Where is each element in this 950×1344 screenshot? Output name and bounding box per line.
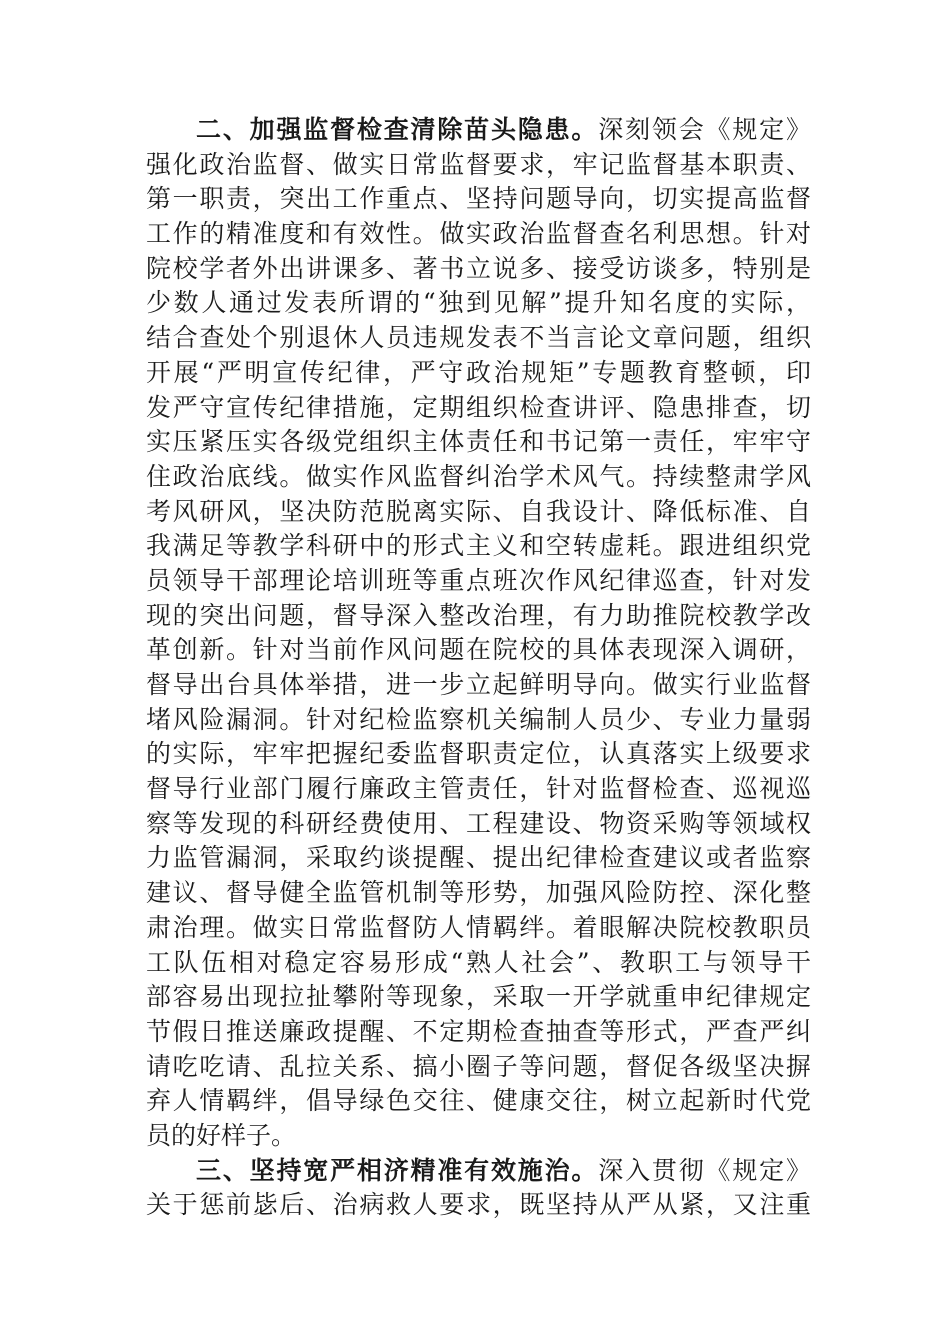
text-line: 堵风险漏洞。针对纪检监察机关编制人员少、专业力量弱 <box>146 704 811 734</box>
text-line: 的实际，牢牢把握纪委监督职责定位，认真落实上级要求 <box>146 739 811 769</box>
text-line: 肃治理。做实日常监督防人情羁绊。着眼解决院校教职员 <box>146 912 811 942</box>
section3-paragraph <box>146 1188 811 1223</box>
text-line: 我满足等教学科研中的形式主义和空转虚耗。跟进组织党 <box>146 531 811 561</box>
text-line: 开展“严明宣传纪律，严守政治规矩”专题教育整顿，印 <box>146 357 811 387</box>
text-line: 察等发现的科研经费使用、工程建设、物资采购等领域权 <box>146 808 811 838</box>
text-line: 院校学者外出讲课多、著书立说多、接受访谈多，特别是 <box>146 253 811 283</box>
section3-first-line <box>146 1154 811 1189</box>
text-line: 部容易出现拉扯攀附等现象，采取一开学就重申纪律规定 <box>146 982 811 1012</box>
text-line: 弃人情羁绊，倡导绿色交往、健康交往，树立起新时代党 <box>146 1086 811 1116</box>
text-line: 建议、督导健全监管机制等形势，加强风险防控、深化整 <box>146 878 811 908</box>
text-line: 结合查处个别退休人员违规发表不当言论文章问题，组织 <box>146 323 811 353</box>
text-line: 考风研风，坚决防范脱离实际、自我设计、降低标准、自 <box>146 496 811 526</box>
text-line: 发严守宣传纪律措施，定期组织检查讲评、隐患排查，切 <box>146 392 811 422</box>
text-line: 现的突出问题，督导深入整改治理，有力助推院校教学改 <box>146 600 811 630</box>
text-line: 员的好样子。 <box>146 1120 297 1150</box>
text-line: 力监管漏洞，采取约谈提醒、提出纪律检查建议或者监察 <box>146 843 811 873</box>
section2-paragraph <box>146 148 811 1154</box>
text-line: 实压紧压实各级党组织主体责任和书记第一责任，牢牢守 <box>146 427 811 457</box>
text-line: 督导行业部门履行廉政主管责任，针对监督检查、巡视巡 <box>146 774 811 804</box>
text-line: 革创新。针对当前作风问题在院校的具体表现深入调研， <box>146 635 811 665</box>
text-line: 工队伍相对稳定容易形成“熟人社会”、教职工与领导干 <box>146 947 811 977</box>
section2-heading: 二、加强监督检查清除苗头隐患。 <box>196 115 599 144</box>
text-line: 工作的精准度和有效性。做实政治监督查名利思想。针对 <box>146 219 811 249</box>
section3-heading: 三、坚持宽严相济精准有效施治。 <box>196 1155 599 1185</box>
text-line: 请吃吃请、乱拉关系、搞小圈子等问题，督促各级坚决摒 <box>146 1051 811 1081</box>
text-line: 住政治底线。做实作风监督纠治学术风气。持续整肃学风 <box>146 461 811 491</box>
text-line: 少数人通过发表所谓的“独到见解”提升知名度的实际， <box>146 288 811 318</box>
document-body <box>146 113 811 1223</box>
section2-first-line-text: 深刻领会《规定》 <box>598 115 811 144</box>
text-line: 督导出台具体举措，进一步立起鲜明导向。做实行业监督 <box>146 670 811 699</box>
section2-first-line <box>146 113 811 148</box>
text-line: 第一职责，突出工作重点、坚持问题导向，切实提高监督 <box>146 184 811 214</box>
text-line: 强化政治监督、做实日常监督要求，牢记监督基本职责、 <box>146 149 811 179</box>
text-line: 员领导干部理论培训班等重点班次作风纪律巡查，针对发 <box>146 565 811 595</box>
text-line: 关于惩前毖后、治病救人要求，既坚持从严从紧，又注重 <box>146 1190 811 1220</box>
text-line: 节假日推送廉政提醒、不定期检查抽查等形式，严查严纠 <box>146 1016 811 1046</box>
section3-first-line-text: 深入贯彻《规定》 <box>598 1155 811 1185</box>
